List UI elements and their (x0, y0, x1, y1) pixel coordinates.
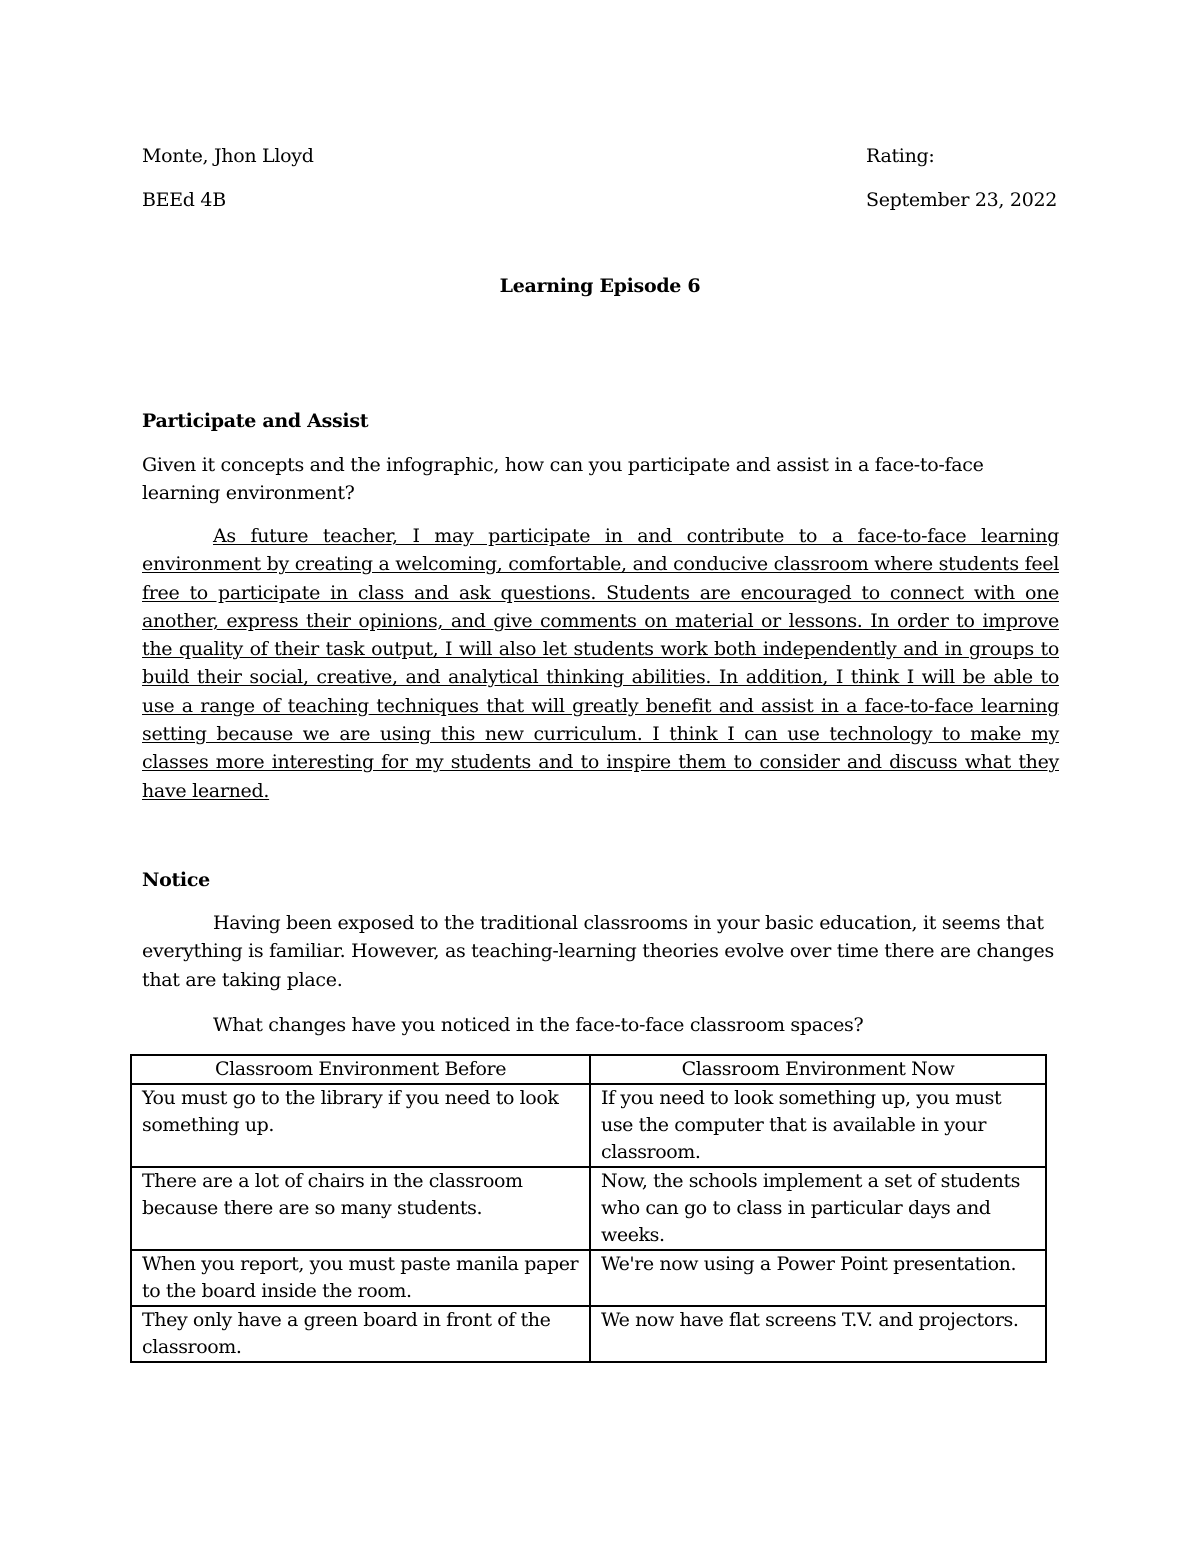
notice-paragraph: Having been exposed to the traditional classrooms in your basic education, it seems that everything is familiar. However, as teaching-learning theories evolve over time there are changes that are taking place. (142, 912, 1054, 991)
table-cell-before: There are a lot of chairs in the classroom because there are so many students. (131, 1167, 590, 1250)
table-cell-before: When you report, you must paste manila paper to the board inside the room. (131, 1250, 590, 1306)
participate-heading: Participate and Assist (142, 410, 369, 432)
table-row (131, 1167, 1046, 1250)
course-section: BEEd 4B (142, 189, 226, 211)
rating-label: Rating: (866, 145, 935, 167)
column-header-before: Classroom Environment Before (131, 1055, 590, 1084)
student-name: Monte, Jhon Lloyd (142, 145, 314, 167)
table-cell-now: We're now using a Power Point presentation. (590, 1250, 1046, 1306)
table-cell-before: You must go to the library if you need to look something up. (131, 1084, 590, 1167)
table-header-row (131, 1055, 1046, 1084)
participate-question: Given it concepts and the infographic, how can you participate and assist in a face-to-face learning environment? (142, 454, 984, 505)
page-title: Learning Episode 6 (499, 275, 701, 297)
table-row (131, 1084, 1046, 1167)
notice-question: What changes have you noticed in the face-to-face classroom spaces? (213, 1014, 864, 1036)
table-cell-now: If you need to look something up, you must use the computer that is available in your classroom. (590, 1084, 1046, 1167)
table-cell-before: They only have a green board in front of the classroom. (131, 1306, 590, 1362)
classroom-comparison-table (130, 1054, 1047, 1363)
notice-heading: Notice (142, 869, 210, 891)
table-row (131, 1306, 1046, 1362)
table-cell-now: We now have flat screens T.V. and projectors. (590, 1306, 1046, 1362)
participate-answer: As future teacher, I may participate in and contribute to a face-to-face learning environment by creating a welcoming, comfortable, and conducive classroom where students feel free to participate in class and ask questions. Students are encouraged to connect with one another, express their opinions, and give comments on material or lessons. In order to improve the quality of their task output, I will also let students work both independently and in groups to build their social, creative, and analytical thinking abilities. In addition, I think I will be able to use a range of teaching techniques that will greatly benefit and assist in a face-to-face learning setting because we are using this new curriculum. I think I can use technology to make my classes more interesting for my students and to inspire them to consider and discuss what they have learned. (142, 525, 1059, 802)
table-row (131, 1250, 1046, 1306)
column-header-now: Classroom Environment Now (590, 1055, 1046, 1084)
document-date: September 23, 2022 (866, 189, 1058, 211)
table-cell-now: Now, the schools implement a set of students who can go to class in particular days and weeks. (590, 1167, 1046, 1250)
